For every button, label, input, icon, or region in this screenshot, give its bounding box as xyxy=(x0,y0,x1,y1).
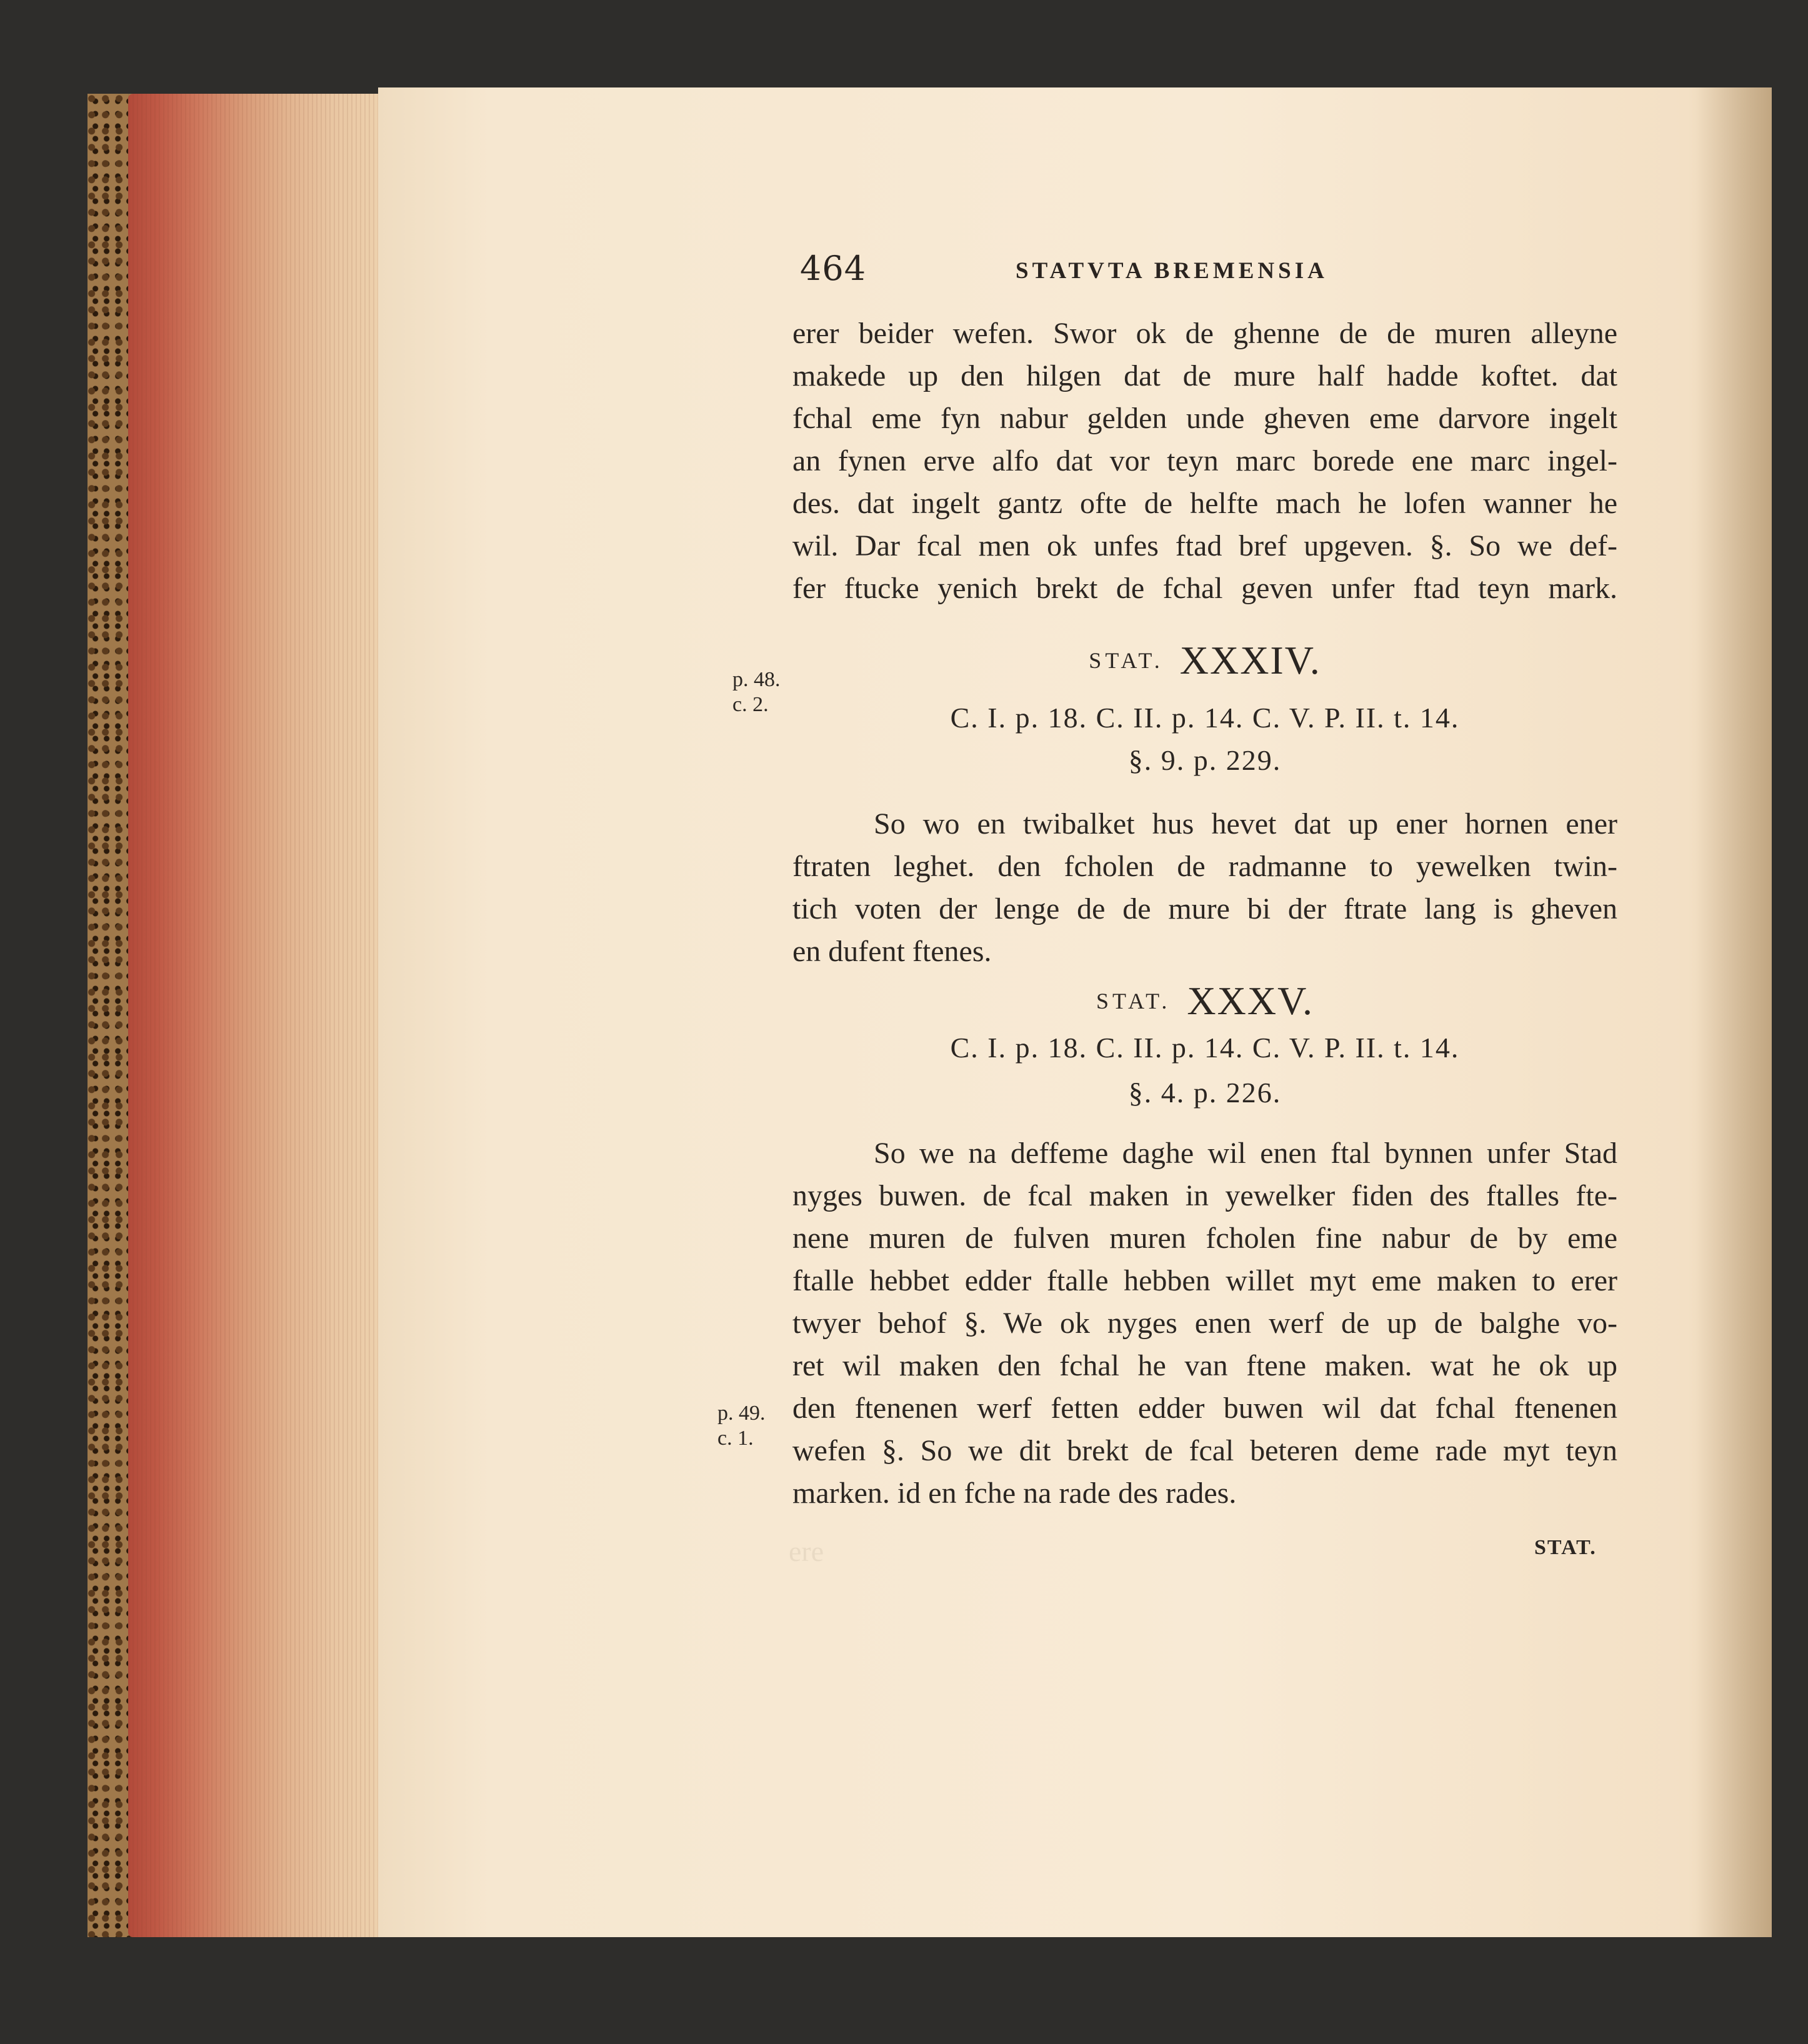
text-line: ret wil maken den fchal he van ftene maken. wat he ok up xyxy=(792,1349,1617,1382)
stat-number: XXXV. xyxy=(1187,979,1314,1023)
stat-35-ref-1: C. I. p. 18. C. II. p. 14. C. V. P. II. t. 14. xyxy=(950,1032,1460,1064)
stat-word: STAT. xyxy=(1089,648,1164,673)
paragraph-1 xyxy=(792,312,1617,610)
text-line: an fynen erve alfo dat vor teyn marc borede ene marc ingel- xyxy=(792,444,1617,477)
page-number: 464 xyxy=(800,249,867,288)
margin-note-34 xyxy=(732,667,781,717)
stat-34-ref-1: C. I. p. 18. C. II. p. 14. C. V. P. II. t. 14. xyxy=(950,702,1460,734)
running-title: STATVTA BREMENSIA xyxy=(1016,258,1328,284)
text-line: So we na deffeme daghe wil enen ftal bynnen unfer Stad xyxy=(874,1137,1617,1170)
text-line: fer ftucke yenich brekt de fchal geven unfer ftad teyn mark. xyxy=(792,572,1617,605)
margin-column-ref: c. 2. xyxy=(732,693,769,716)
gutter-shadow xyxy=(1697,87,1772,1937)
margin-note-35 xyxy=(717,1401,766,1451)
text-line: en dufent ftenes. xyxy=(792,935,992,968)
stat-35-heading xyxy=(792,978,1617,1024)
text-line: wil. Dar fcal men ok unfes ftad bref upgeven. §. So we def- xyxy=(792,529,1617,562)
stat-34-heading xyxy=(792,637,1617,684)
text-line: den ftenenen werf fetten edder buwen wil dat fchal ftenenen xyxy=(792,1392,1617,1425)
text-line: fchal eme fyn nabur gelden unde gheven eme darvore ingelt xyxy=(792,402,1617,435)
bleed-through-text: ere xyxy=(789,1535,824,1567)
stat-35-ref-2: §. 4. p. 226. xyxy=(1128,1077,1282,1109)
stat-number: XXXIV. xyxy=(1179,638,1321,682)
text-line: nyges buwen. de fcal maken in yewelker fiden des ftalles fte- xyxy=(792,1179,1617,1212)
margin-column-ref: c. 1. xyxy=(717,1427,754,1450)
text-line: twyer behof §. We ok nyges enen werf de up de balghe vo- xyxy=(792,1307,1617,1340)
text-line: ftraten leghet. den fcholen de radmanne to yewelken twin- xyxy=(792,850,1617,883)
text-line: marken. id en fche na rade des rades. xyxy=(792,1477,1237,1510)
margin-page-ref: p. 48. xyxy=(732,668,781,691)
page-edges xyxy=(128,94,384,1937)
stat-34-text xyxy=(792,803,1617,973)
catchword: STAT. xyxy=(1534,1536,1597,1559)
text-line: So wo en twibalket hus hevet dat up ener hornen ener xyxy=(874,807,1617,840)
text-line: ftalle hebbet edder ftalle hebben willet myt eme maken to erer xyxy=(792,1264,1617,1297)
text-line: tich voten der lenge de de mure bi der ftrate lang is gheven xyxy=(792,892,1617,925)
text-line: erer beider wefen. Swor ok de ghenne de de muren alleyne xyxy=(792,317,1617,350)
text-line: makede up den hilgen dat de mure half hadde koftet. dat xyxy=(792,359,1617,392)
stat-word: STAT. xyxy=(1096,989,1171,1014)
text-line: des. dat ingelt gantz ofte de helfte mach he lofen wanner he xyxy=(792,487,1617,520)
running-head xyxy=(800,249,1650,299)
stat-35-text xyxy=(792,1132,1617,1515)
margin-page-ref: p. 49. xyxy=(717,1402,766,1425)
text-line: wefen §. So we dit brekt de fcal beteren deme rade myt teyn xyxy=(792,1434,1617,1467)
stat-34-ref-2: §. 9. p. 229. xyxy=(1128,744,1282,776)
text-line: nene muren de fulven muren fcholen fine nabur de by eme xyxy=(792,1222,1617,1255)
